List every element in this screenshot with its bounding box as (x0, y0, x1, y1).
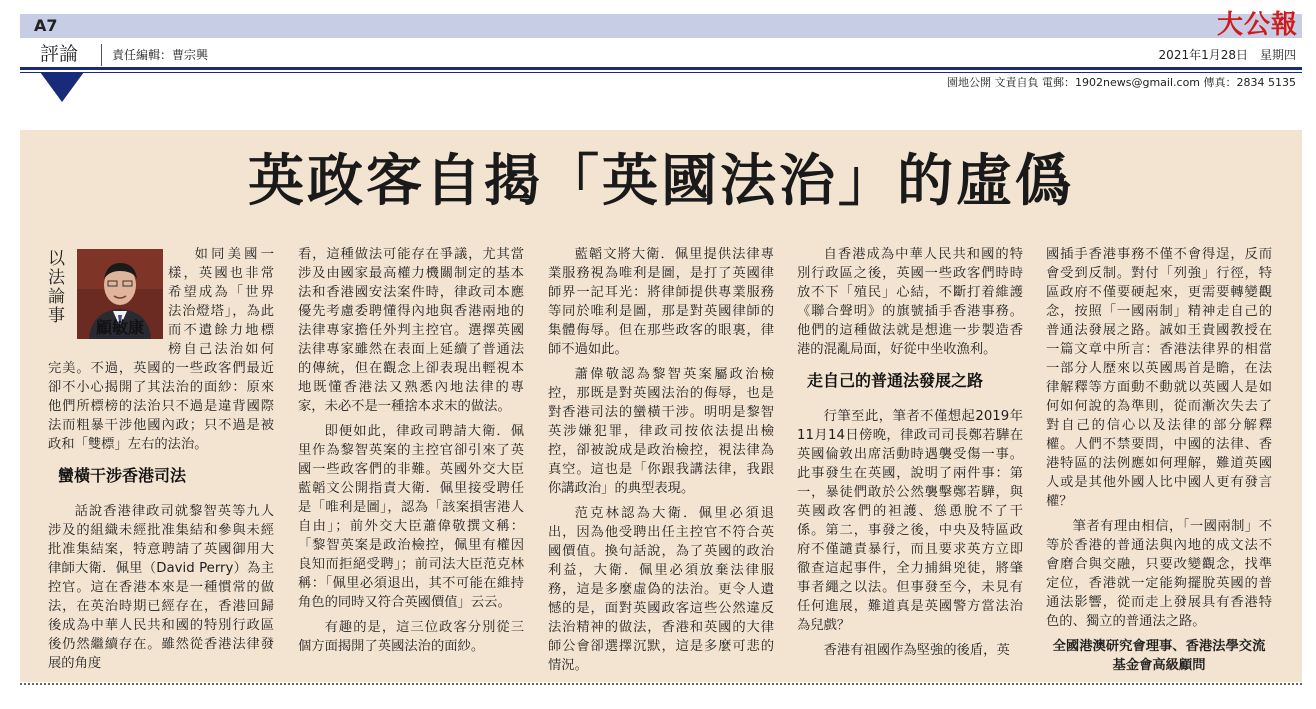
paragraph: 自香港成為中華人民共和國的特別行政區之後，英國一些政客們時時放不下「殖民」心結，不斷打着維護《聯合聲明》的旗號插手香港事務。他們的這種做法就是想進一步製造香港的混亂局面，好從中坐收漁利。 (797, 247, 1023, 357)
article-column-3 (548, 245, 774, 681)
paragraph: 即便如此，律政司聘請大衛．佩里作為黎智英案的主控官卻引來了英國一些政客們的非難。英國外交大臣藍韜文公開指責大衛．佩里接受聘任是「唯利是圖」，認為「該案損害港人自由」；前外交大臣蕭偉敬撰文稱：「黎智英案是政治檢控，佩里有權因良知而拒絕受聘」；前司法大臣范克林稱：「佩里必須退出，其不可能在維持角色的同時又符合英國價值」云云。 (298, 424, 524, 610)
contact-info: 園地公開 文責自負 電郵：1902news@gmail.com 傳真：2834 5135 (947, 76, 1296, 89)
paragraph: 香港有祖國作為堅強的後盾，英 (823, 643, 1010, 658)
article-column-4 (797, 245, 1023, 666)
paragraph: 筆者有理由相信，「一國兩制」不等於香港的普通法與內地的成文法不會磨合與交融，只要改變觀念，找準定位，香港就一定能夠擺脫英國的普通法影響，從而走上發展具有香港特色的、獨立的普通法之路。 (1046, 519, 1272, 629)
subheading: 走自己的普通法發展之路 (807, 371, 984, 390)
bottom-rule (20, 683, 1302, 685)
page-number: A7 (34, 16, 58, 35)
headline: 英政客自揭「英國法治」的虛僞 (248, 149, 1074, 214)
paragraph: 行筆至此，筆者不僅想起2019年11月14日傍晚，律政司司長鄭若驊在英國倫敦出席活動時遇襲受傷一事。此事發生在英國，說明了兩件事：第一，暴徒們敢於公然襲擊鄭若驊，與英國政客們的袒護、慫恿脫不了干係。第二，事發之後，中央及特區政府不僅譴責暴行，而且要求英方立即徹查這起事件，全力捕緝兇徒，將肇事者繩之以法。但事發至今，未見有任何進展，難道真是英國警方當法治為兒戲？ (797, 409, 1023, 633)
header-rule (20, 67, 1302, 70)
issue-date: 2021年1月28日 星期四 (1158, 48, 1296, 62)
byline-spacer (48, 245, 168, 341)
paragraph: 看，這種做法可能存在爭議，尤其當涉及由國家最高權力機關制定的基本法和香港國安法案件時，律政司本應優先考慮委聘懂得內地與香港兩地的法律專家擔任外判主控官。選擇英國法律專家雖然在表面上延續了普通法的傳統，但在觀念上卻表現出輕視本地既懂香港法又熟悉內地法律的專家，未必不是一種捨本求末的做法。 (298, 247, 524, 414)
paragraph: 話說香港律政司就黎智英等九人涉及的組織未經批准集結和參與未經批准集結案，特意聘請了英國御用大律師大衛．佩里（David Perry）為主控官。這在香港本來是一種慣常的做法，在英治時期已經存在，香港回歸後成為中華人民共和國的特別行政區後仍然繼續存在。雖然從香港法律發展的角度 (48, 504, 274, 671)
article-column-1 (48, 245, 274, 679)
newspaper-logo: 大公報 (1216, 10, 1298, 40)
article-column-2 (298, 245, 524, 662)
paragraph: 藍韜文將大衛．佩里提供法律專業服務視為唯利是圖，是打了英國律師界一記耳光：將律師提供專業服務等同於唯利是圖，那是對英國律師的集體侮辱。但在那些政客的眼裏，律師不過如此。 (548, 247, 774, 357)
top-banner (20, 14, 1302, 38)
paragraph: 如同美國一樣，英國也非常希望成為「世界法治燈塔」，為此而不遺餘力地標榜自己法治如何完美。不過，英國的一些政客們最近卻不小心揭開了其法治的面紗：原來他們所標榜的法治只不過是違背國際法而粗暴干涉他國內政；只不過是被政和「雙標」左右的法治。 (48, 247, 274, 452)
subheading: 蠻橫干涉香港司法 (58, 466, 187, 485)
author-signature: 全國港澳研究會理事、香港法學交流基金會高級顧問 (1052, 639, 1266, 673)
section-divider (101, 44, 102, 66)
article-column-5 (1046, 245, 1272, 681)
paragraph: 有趣的是，這三位政客分別從三個方面揭開了英國法治的面紗。 (298, 620, 524, 654)
paragraph: 蕭偉敬認為黎智英案屬政治檢控，那既是對英國法治的侮辱，也是對香港司法的蠻橫干涉。明明是黎智英涉嫌犯罪，律政司按依法提出檢控，卻被說成是政治檢控，視法律為真空。這也是「你跟我講法律，我跟你講政治」的典型表現。 (548, 367, 774, 496)
section-title: 評論 (40, 43, 79, 65)
header-rule-thin (20, 72, 1302, 73)
editor-credit: 責任編輯：曹宗興 (112, 48, 209, 62)
column-label: 以法論事 (48, 249, 65, 326)
paragraph: 國插手香港事務不僅不會得逞，反而會受到反制。對付「列強」行徑，特區政府不僅要硬起來，更需要轉變觀念，按照「一國兩制」精神走自己的普通法發展之路。誠如王貴國教授在一篇文章中所言：香港法律界的相當一部分人歷來以英國馬首是瞻，在法律解釋等方面動不動就以英國人是如何如何說的為準則，從而漸次失去了對自己的信心以及法律的部分解釋權。人們不禁要問，中國的法律、香港特區的法例應如何理解，難道英國人或是其他外國人比中國人更有發言權？ (1046, 247, 1272, 509)
author-name: 顧敏康 (96, 318, 145, 337)
paragraph: 范克林認為大衛．佩里必須退出，因為他受聘出任主控官不符合英國價值。換句話說，為了英國的政治利益，大衛．佩里必須放棄法律服務，這是多麼虛偽的法治。更令人遺憾的是，面對英國政客這些公然違反法治精神的做法，香港和英國的大律師公會卻選擇沉默，這是多麼可悲的情況。 (548, 506, 774, 673)
chevron-down-icon (40, 72, 84, 102)
